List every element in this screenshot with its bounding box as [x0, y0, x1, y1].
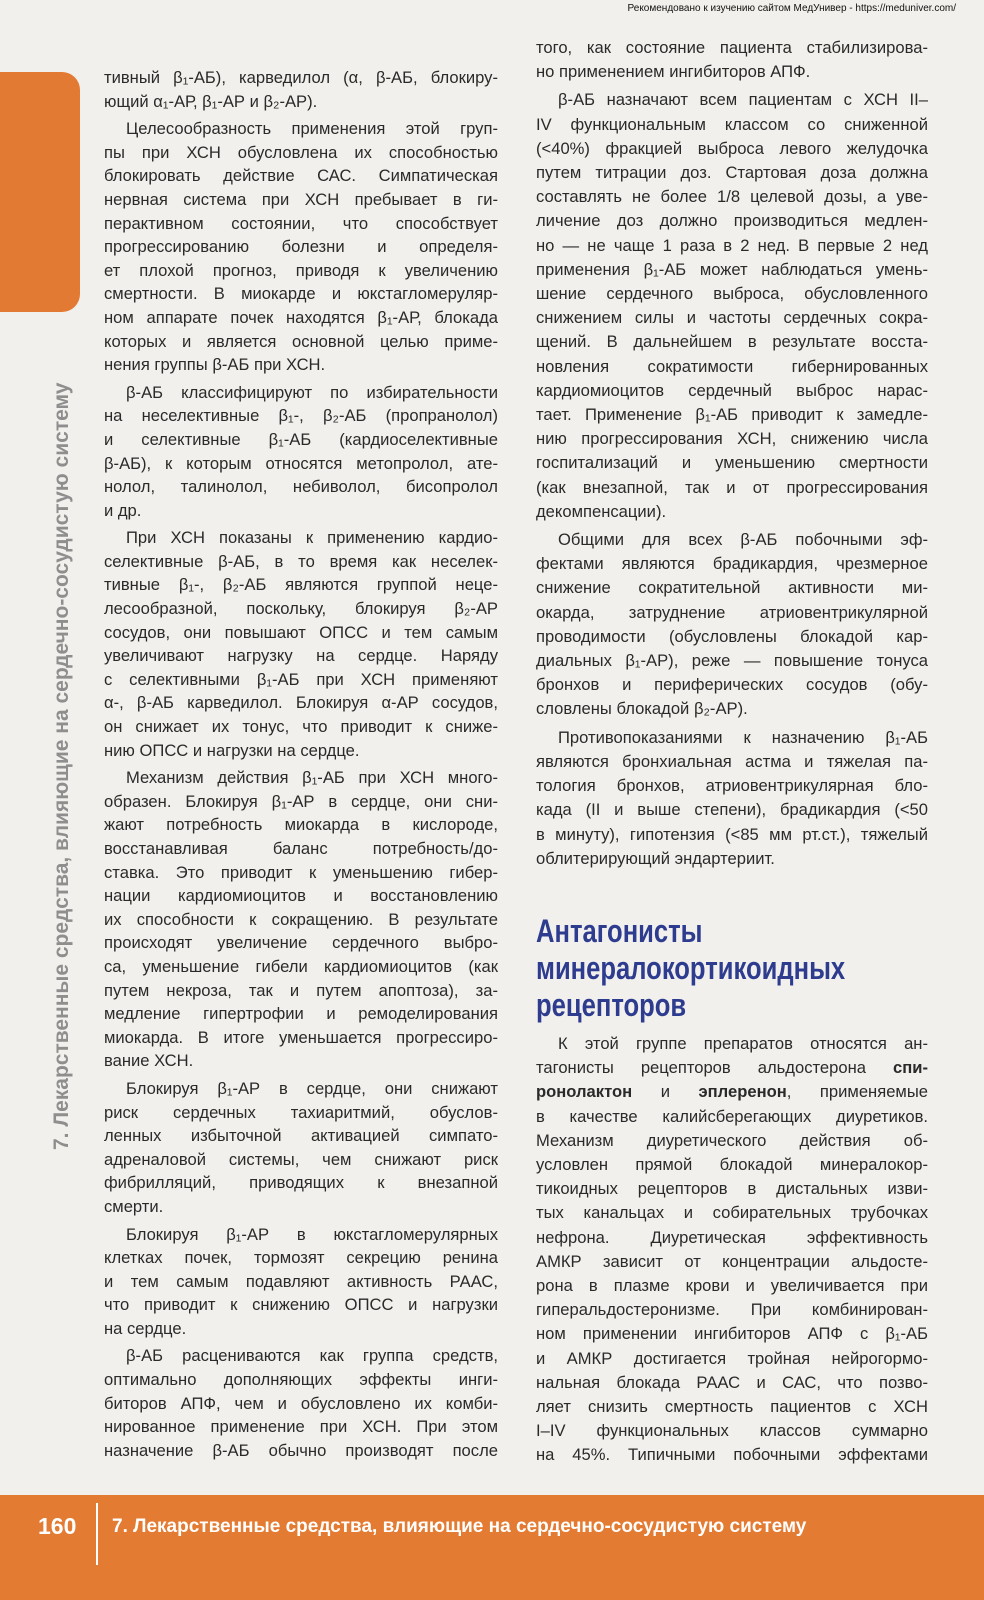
text-line: но — не чаще 1 раза в 2 нед. В первые 2 нед: [536, 235, 928, 255]
text-line: адреналовой системы, чем снижают риск: [104, 1149, 498, 1169]
text-line: К этой группе препаратов относятся ан-: [558, 1033, 928, 1053]
text-line: Общими для всех β-АБ побочными эф-: [558, 530, 928, 550]
paragraph: [104, 1077, 498, 1219]
text-line: Блокируя β₁-АР в юкстагломерулярных: [126, 1224, 498, 1244]
text-line: ющий α₁-АР, β₁-АР и β₂-АР).: [104, 91, 318, 111]
paragraph: [104, 381, 498, 523]
paragraph: [104, 117, 498, 377]
text-line: [536, 1056, 928, 1080]
text-line: ставка. Это приводит к уменьшению гибер-: [104, 862, 498, 882]
paragraph: [536, 36, 928, 84]
text-line: [536, 1080, 928, 1104]
text-line: Блокируя β₁-АР в сердце, они снижают: [126, 1078, 498, 1098]
text-line: риск сердечных тахиаритмий, обуслов-: [104, 1102, 498, 1122]
text-line: условлен прямой блокадой минералокор-: [536, 1154, 928, 1174]
text-line: применения β₁-АБ может наблюдаться умень-: [536, 259, 928, 279]
text-line: Целесообразность применения этой груп-: [126, 119, 498, 139]
text-line: на 45%. Типичными побочными эффектами: [536, 1445, 928, 1465]
text-line: бронхов и периферических сосудов (обу-: [536, 675, 928, 695]
footer-chapter-title: 7. Лекарственные средства, влияющие на сердечно-сосудистую систему: [112, 1516, 807, 1537]
text-line: путем титрации доз. Стартовая доза должна: [536, 163, 928, 183]
bold-term: ронолактон: [536, 1082, 633, 1102]
text-line: образен. Блокируя β₁-АР в сердце, они сни-: [104, 791, 498, 811]
paragraph: [536, 88, 928, 524]
text-line: нию прогрессирования ХСН, снижению числа: [536, 429, 928, 449]
heading-line: Антагонисты: [536, 912, 703, 949]
text-line: и АМКР достигается тройная нейрогормо-: [536, 1348, 928, 1368]
text-line: и др.: [104, 500, 142, 520]
paragraph: [104, 766, 498, 1073]
text-line: нения группы β-АБ при ХСН.: [104, 355, 326, 375]
text-line: β-АБ классифицируют по избирательности: [126, 382, 498, 402]
text-line: оптимально дополняющих эффекты инги-: [104, 1370, 498, 1390]
text-line: (как внезапной, так и от прогрессирования: [536, 477, 928, 497]
text-line: жают потребность миокарда в кислороде,: [104, 815, 498, 835]
chapter-tab: [0, 72, 80, 312]
text-line: прогрессированию болезни и определя-: [104, 237, 498, 257]
text-line: ляет снизить смертность пациентов с ХСН: [536, 1396, 928, 1416]
text-line: личение доз должно производиться медлен-: [536, 211, 928, 231]
text-line: кардиомиоцитов сердечный выброс нарас-: [536, 380, 928, 400]
text-line: лесообразной, поскольку, блокируя β₂-АР: [104, 599, 498, 619]
text-line: госпитализаций и уменьшению смертности: [536, 453, 928, 473]
text-line: рона в плазме крови и увеличивается при: [536, 1275, 928, 1295]
bold-term: спи-: [893, 1058, 928, 1078]
text-line: вание ХСН.: [104, 1051, 194, 1071]
right-column: [536, 36, 928, 1468]
text-line: ет плохой прогноз, приводя к увеличению: [104, 260, 498, 280]
text-line: I–IV функциональных классов суммарно: [536, 1421, 928, 1441]
text-line: када (II и выше степени), брадикардия (<50: [536, 800, 928, 820]
text-line: медление гипертрофии и ремоделирования: [104, 1004, 498, 1024]
paragraph: [536, 1032, 928, 1468]
text-line: что приводит к снижению ОПСС и нагрузки: [104, 1295, 498, 1315]
text-line: ленных избыточной активацией симпато-: [104, 1126, 498, 1146]
paragraph: [536, 726, 928, 871]
text-line: назначение β-АБ обычно производят после: [104, 1440, 498, 1460]
text-line: новления сократимости гибернированных: [536, 356, 928, 376]
text-line: Противопоказаниями к назначению β₁-АБ: [558, 727, 928, 747]
text-line: нефрона. Диуретическая эффективность: [536, 1227, 928, 1247]
text-segment: , применяемые: [786, 1082, 928, 1102]
text-line: проводимости (обусловлены блокадой кар-: [536, 626, 928, 646]
text-line: диальных β₁-АР), реже — повышение тонуса: [536, 651, 928, 671]
text-line: окарда, затруднение атриовентрикулярной: [536, 602, 928, 622]
text-line: Механизм диуретического действия об-: [536, 1130, 928, 1150]
paragraph: [104, 1223, 498, 1341]
heading-line: рецепторов: [536, 986, 687, 1023]
paragraph: [104, 66, 498, 113]
text-line: тология бронхов, атриовентрикулярная бло-: [536, 776, 928, 796]
text-line: происходят увеличение сердечного выбро-: [104, 933, 498, 953]
left-column: [104, 66, 498, 1462]
text-line: но применением ингибиторов АПФ.: [536, 62, 811, 82]
text-line: фибрилляций, приводящих к внезапной: [104, 1173, 498, 1193]
text-line: тивные β₁-, β₂-АБ являются группой неце-: [104, 575, 498, 595]
text-line: смертности. В миокарде и юкстагломеруляр-: [104, 284, 498, 304]
text-line: тивный β₁-АБ), карведилол (α, β-АБ, блокиру-: [104, 68, 498, 87]
side-chapter-title: 7. Лекарственные средства, влияющие на сердечно-сосудистую систему: [50, 382, 73, 1150]
section-heading: [536, 913, 928, 1024]
paragraph: [104, 526, 498, 762]
watermark-text: Рекомендовано к изучению сайтом МедУнивер - https://meduniver.com/: [627, 3, 956, 14]
text-segment: и: [632, 1082, 699, 1102]
text-line: он снижает их тонус, что приводит к сниже-: [104, 717, 498, 737]
text-line: на неселективные β₁-, β₂-АБ (пропранолол): [104, 406, 498, 426]
page-number: 160: [38, 1513, 77, 1539]
text-line: гиперальдостеронизме. При комбинирован-: [536, 1300, 928, 1320]
text-line: биторов АПФ, чем и обусловлено их комби-: [104, 1393, 498, 1413]
text-line: перактивном состоянии, что способствует: [104, 213, 498, 233]
text-line: клетках почек, тормозят секрецию ренина: [104, 1248, 498, 1268]
bold-term: эплеренон: [698, 1082, 787, 1102]
text-line: нальная блокада РААС и САС, что позво-: [536, 1372, 928, 1392]
paragraph: [536, 528, 928, 722]
text-line: нервная система при ХСН пребывает в ги-: [104, 189, 498, 209]
text-line: шение сердечного выброса, обусловленного: [536, 284, 928, 304]
text-line: блокировать действие САС. Симпатическая: [104, 166, 498, 186]
text-line: снижением силы и частоты сердечных сокра-: [536, 308, 928, 328]
text-line: увеличивают нагрузку на сердце. Наряду: [104, 646, 498, 666]
text-line: ном аппарате почек находятся β₁-АР, блокада: [104, 307, 498, 327]
text-line: нации кардиомиоцитов и восстановлению: [104, 886, 498, 906]
text-line: которых и является основной целью приме-: [104, 331, 498, 351]
text-line: тых канальцах и собирательных трубочках: [536, 1203, 928, 1223]
text-line: IV функциональным классом со сниженной: [536, 114, 928, 134]
text-line: (<40%) фракцией выброса левого желудочка: [536, 138, 928, 158]
text-line: тикоидных рецепторов в дистальных изви-: [536, 1179, 928, 1199]
text-line: са, уменьшение гибели кардиомиоцитов (как: [104, 956, 498, 976]
footer-divider: [96, 1503, 98, 1565]
page-footer: [0, 1495, 984, 1600]
text-line: и тем самым подавляют активность РААС,: [104, 1271, 498, 1291]
text-line: того, как состояние пациента стабилизирова-: [536, 38, 928, 57]
text-line: пы при ХСН обусловлена их способностью: [104, 142, 498, 162]
text-line: миокарда. В итоге уменьшается прогрессиро-: [104, 1027, 498, 1047]
text-line: β-АБ), к которым относятся метопролол, ате-: [104, 453, 498, 473]
text-line: с селективными β₁-АБ при ХСН применяют: [104, 669, 498, 689]
text-line: селективные β-АБ, в то время как неселек-: [104, 551, 498, 571]
text-line: декомпенсации).: [536, 501, 667, 521]
heading-line: минералокортикоидных: [536, 949, 846, 986]
text-line: на сердце.: [104, 1318, 187, 1338]
text-line: АМКР зависит от концентрации альдосте-: [536, 1251, 928, 1271]
text-line: ном применении ингибиторов АПФ с β₁-АБ: [536, 1324, 928, 1344]
text-line: фектами являются брадикардия, чрезмерное: [536, 554, 928, 574]
text-line: снижение сократительной активности ми-: [536, 578, 928, 598]
text-line: составлять не более 1/8 целевой дозы, а уве-: [536, 187, 928, 207]
paragraph: [104, 1344, 498, 1462]
text-line: α-, β-АБ карведилол. Блокируя α-АР сосудов,: [104, 693, 498, 713]
text-line: β-АБ расцениваются как группа средств,: [126, 1346, 498, 1366]
text-line: сосудов, они повышают ОПСС и тем самым: [104, 622, 498, 642]
text-segment: тагонисты рецепторов альдостерона: [536, 1058, 894, 1078]
text-line: нию ОПСС и нагрузки на сердце.: [104, 740, 360, 760]
text-line: При ХСН показаны к применению кардио-: [126, 528, 498, 548]
text-line: тает. Применение β₁-АБ приводит к замедле-: [536, 405, 928, 425]
text-line: β-АБ назначают всем пациентам с ХСН II–: [558, 90, 928, 110]
text-line: восстанавливая баланс потребность/до-: [104, 839, 498, 858]
text-line: щений. В дальнейшем в результате восста-: [536, 332, 928, 352]
text-line: Механизм действия β₁-АБ при ХСН много-: [126, 768, 498, 788]
text-line: в качестве калийсберегающих диуретиков.: [536, 1106, 928, 1126]
text-line: являются бронхиальная астма и тяжелая па-: [536, 751, 928, 771]
text-line: нированное применение при ХСН. При этом: [104, 1417, 498, 1437]
text-line: их способности к сокращению. В результате: [104, 909, 498, 929]
text-line: нолол, талинолол, небиволол, бисопролол: [104, 477, 498, 497]
text-line: словлены блокадой β₂-АР).: [536, 699, 748, 719]
text-line: в минуту), гипотензия (<85 мм рт.ст.), тяжелый: [536, 824, 928, 844]
text-line: путем некроза, так и путем апоптоза), за-: [104, 980, 498, 1000]
text-line: и селективные β₁-АБ (кардиоселективные: [104, 429, 498, 449]
text-line: смерти.: [104, 1196, 164, 1216]
text-line: облитерирующий эндартериит.: [536, 848, 775, 868]
